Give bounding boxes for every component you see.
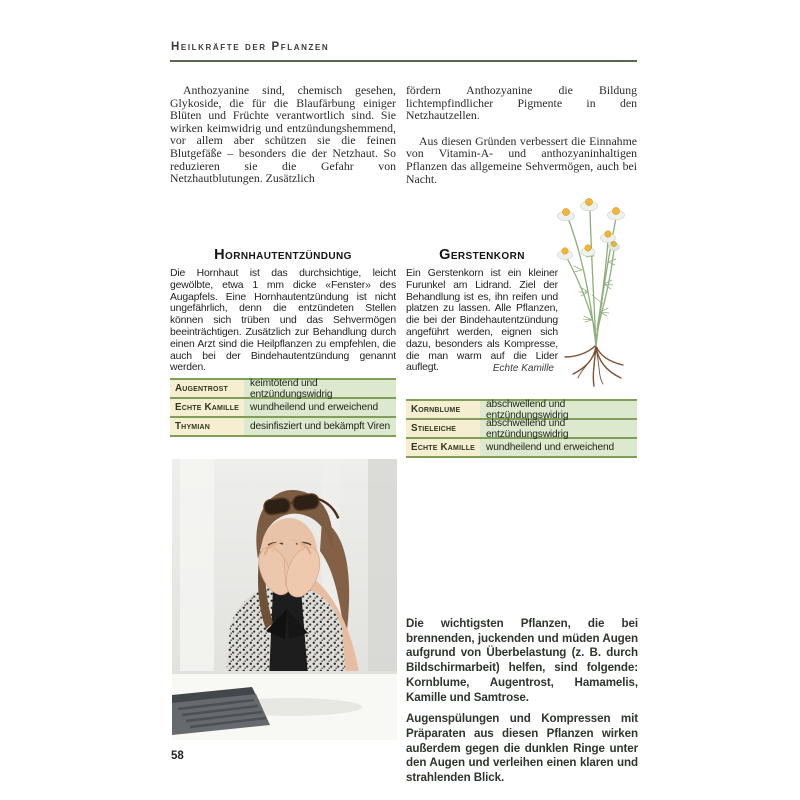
section-title-hornhautentzuendung: Hornhautentzündung: [214, 247, 352, 263]
section-hornhautentzuendung: [170, 247, 396, 374]
plant-name-cell: Kornblume: [406, 401, 480, 418]
plant-effect-cell: keimtötend und entzündungswidrig: [244, 380, 396, 397]
section-title-gerstenkorn: Gerstenkorn: [439, 247, 525, 263]
illustration-caption: Echte Kamille: [492, 363, 554, 374]
plant-effect-cell: desinfisziert und bekämpft Viren: [244, 418, 396, 435]
section-body-gerstenkorn: Ein Gerstenkorn ist ein kleiner Furunkel am Lidrand. Ziel der Behandlung ist es, ihn reifen und platzen zu lassen. Alle Pflanzen, die bei der Bindehautentzündung angeführt werden, eignen sich dazu, besonders als Kompresse, die man warm auf die Lider auflegt.: [406, 268, 558, 374]
table-row: [170, 418, 396, 437]
plant-effect-cell: abschwellend und entzündungswidrig: [480, 420, 637, 437]
chamomile-illustration: [548, 180, 648, 390]
section-gerstenkorn: [406, 247, 558, 374]
running-head: Heilkräfte der Pflanzen: [171, 41, 330, 53]
plant-name-cell: Echte Kamille: [170, 399, 244, 416]
intro-paragraph-left: Anthozyanine sind, chemisch gesehen, Glykoside, die für die Blaufärbung einiger Blüten und Früchte verantwortlich sind. Sie wirken keimwidrig und entzündungshemmend, vor allem aber schützen sie die feinen Blutgefäße – besonders die der Netzhaut. So reduzieren sie die Gefahr von Netzhautblutungen. Zusätzlich: [170, 83, 396, 186]
table-hornhautentzuendung: [170, 378, 396, 437]
outro-paragraph-2: Augenspülungen und Kompressen mit Präparaten aus diesen Pflanzen wirken außerdem gegen die dunklen Ringe unter den Augen und verleihen einen klaren und strahlenden Blick.: [406, 712, 638, 785]
outro-paragraph-1: Die wichtigsten Pflanzen, die bei brennenden, juckenden und müden Augen aufgrund von Überbelastung (z. B. durch Bildschirmarbeit) helfen, sind folgende: Kornblume, Augentrost, Hamamelis, Kamille und Samtrose.: [406, 617, 638, 704]
header-rule: [170, 60, 637, 62]
plant-name-cell: Stieleiche: [406, 420, 480, 437]
table-row: [406, 439, 637, 458]
intro-paragraph-right-1: fördern Anthozyanine die Bildung lichtempfindlicher Pigmente in den Netzhautzellen.: [406, 83, 637, 123]
intro-paragraph-right-2: Aus diesen Gründen verbessert die Einnahme von Vitamin-A- und anthozyaninhaltigen Pflanzen das allgemeine Sehvermögen, auch bei Nacht.: [406, 133, 637, 186]
plant-name-cell: Thymian: [170, 418, 244, 435]
plant-effect-cell: wundheilend und erweichend: [244, 399, 396, 416]
page-number: 58: [171, 750, 184, 762]
plant-name-cell: Augentrost: [170, 380, 244, 397]
section-body-hornhautentzuendung: Die Hornhaut ist das durchsichtige, leicht gewölbte, etwa 1 mm dicke «Fenster» des Augapfels. Eine Hornhautentzündung ist nicht ungefährlich, denn die entzündeten Stellen können sich trüben und das Sehvermögen beeinträchtigen. Zusätzlich zur Behandlung durch einen Arzt sind die Heilpflanzen zu empfehlen, die auch bei der Bindehautentzündung genannt werden.: [170, 268, 396, 374]
table-row: [406, 417, 637, 440]
plant-effect-cell: wundheilend und erweichend: [480, 439, 637, 456]
paragraph-gap: [406, 122, 637, 135]
photo-svg: [172, 459, 397, 740]
chamomile-roots: [565, 346, 623, 386]
intro-column-right: [406, 84, 637, 185]
plant-name-cell: Echte Kamille: [406, 439, 480, 456]
table-row: [170, 377, 396, 400]
table-gerstenkorn: [406, 399, 637, 458]
chamomile-svg: [548, 180, 648, 390]
plant-effect-cell: abschwellend und entzündungswidrig: [480, 401, 637, 418]
table-row: [170, 399, 396, 418]
photo-woman-rubbing-eyes: [172, 459, 397, 740]
chamomile-stems: [566, 210, 616, 346]
outro-text: [406, 617, 638, 793]
